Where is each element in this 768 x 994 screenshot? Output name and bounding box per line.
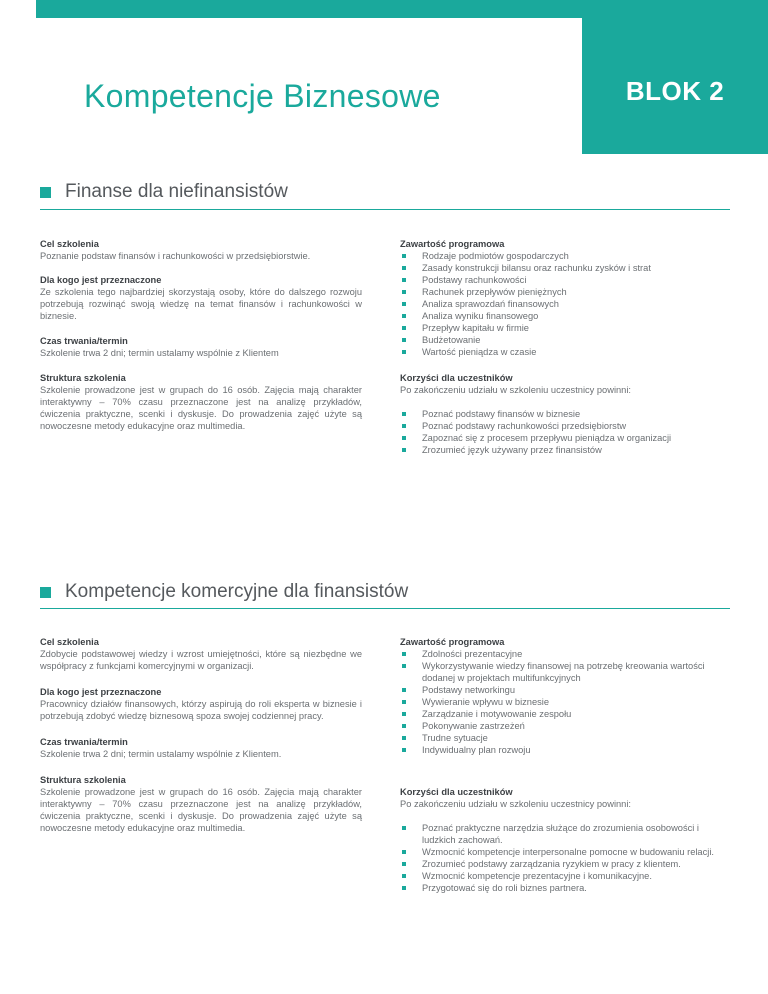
dla-kogo-heading: Dla kogo jest przeznaczone: [40, 687, 162, 697]
struktura-heading: Struktura szkolenia: [40, 373, 126, 383]
blok-badge: [582, 0, 768, 154]
list-item: Przygotować się do roli biznes partnera.: [400, 882, 730, 894]
list-item: Pokonywanie zastrzeżeń: [400, 720, 730, 732]
list-item: Zdolności prezentacyjne: [400, 648, 730, 660]
section-1-divider: [40, 209, 730, 210]
list-item: Przepływ kapitału w firmie: [400, 322, 730, 334]
section-square-icon: [40, 187, 51, 198]
section-2-title: Kompetencje komercyjne dla finansistów: [65, 581, 409, 602]
list-item: Analiza sprawozdań finansowych: [400, 298, 730, 310]
header-top-strip: [36, 0, 582, 18]
korzysci-intro: Po zakończeniu udziału w szkoleniu uczestnicy powinni:: [400, 799, 631, 809]
section-1-title: Finanse dla niefinansistów: [65, 181, 288, 202]
list-item: Poznać praktyczne narzędzia służące do zrozumienia osobowości i ludzkich zachowań.: [400, 822, 730, 846]
section-1-right-column: [400, 238, 730, 468]
list-item: Zapoznać się z procesem przepływu pieniądza w organizacji: [400, 432, 730, 444]
dla-kogo-heading: Dla kogo jest przeznaczone: [40, 275, 162, 285]
section-2-header: [40, 581, 408, 603]
struktura-text: Szkolenie prowadzone jest w grupach do 16 osób. Zajęcia mają charakter interaktywny – 70% czasu przeznaczone jest na analizę przykładów, ćwiczenia praktyczne, scenki i dyskusje. Do prowadzenia zajęć użyte są nowoczesne metody edukacyjne oraz multimedia.: [40, 385, 362, 431]
cel-text: Poznanie podstaw finansów i rachunkowości w przedsiębiorstwie.: [40, 251, 311, 261]
struktura-heading: Struktura szkolenia: [40, 775, 126, 785]
cel-heading: Cel szkolenia: [40, 637, 99, 647]
list-item: Rachunek przepływów pieniężnych: [400, 286, 730, 298]
struktura-text: Szkolenie prowadzone jest w grupach do 16 osób. Zajęcia mają charakter interaktywny – 70% czasu przeznaczone jest na analizę przykładów, ćwiczenia praktyczne, scenki i dyskusje. Do prowadzenia zajęć użyte są nowoczesne metody edukacyjne oraz multimedia.: [40, 787, 362, 833]
list-item: Budżetowanie: [400, 334, 730, 346]
zawartosc-list: [400, 250, 730, 358]
list-item: Wartość pieniądza w czasie: [400, 346, 730, 358]
list-item: Wzmocnić kompetencje prezentacyjne i komunikacyjne.: [400, 870, 730, 882]
list-item: Wykorzystywanie wiedzy finansowej na potrzebę kreowania wartości dodanej w projektach multifunkcyjnych: [400, 660, 730, 684]
korzysci-list: [400, 408, 730, 456]
list-item: Zrozumieć podstawy zarządzania ryzykiem w pracy z klientem.: [400, 858, 730, 870]
cel-text: Zdobycie podstawowej wiedzy i wzrost umiejętności, które są niezbędne we współpracy z funkcjami komercyjnymi w organizacji.: [40, 649, 362, 671]
korzysci-list: [400, 822, 730, 894]
list-item: Poznać podstawy rachunkowości przedsiębiorstw: [400, 420, 730, 432]
czas-text: Szkolenie trwa 2 dni; termin ustalamy wspólnie z Klientem: [40, 348, 279, 358]
list-item: Rodzaje podmiotów gospodarczych: [400, 250, 730, 262]
czas-heading: Czas trwania/termin: [40, 737, 128, 747]
zawartosc-heading: Zawartość programowa: [400, 239, 505, 249]
section-1-header: [40, 181, 288, 203]
list-item: Wywieranie wpływu w biznesie: [400, 696, 730, 708]
section-2-right-column: [400, 636, 730, 906]
list-item: Podstawy networkingu: [400, 684, 730, 696]
list-item: Podstawy rachunkowości: [400, 274, 730, 286]
list-item: Zasady konstrukcji bilansu oraz rachunku zysków i strat: [400, 262, 730, 274]
list-item: Zrozumieć język używany przez finansistów: [400, 444, 730, 456]
zawartosc-list: [400, 648, 730, 756]
czas-text: Szkolenie trwa 2 dni; termin ustalamy wspólnie z Klientem.: [40, 749, 282, 759]
section-2-left-column: [40, 636, 362, 846]
korzysci-heading: Korzyści dla uczestników: [400, 787, 513, 797]
czas-heading: Czas trwania/termin: [40, 336, 128, 346]
list-item: Zarządzanie i motywowanie zespołu: [400, 708, 730, 720]
cel-heading: Cel szkolenia: [40, 239, 99, 249]
zawartosc-heading: Zawartość programowa: [400, 637, 505, 647]
list-item: Wzmocnić kompetencje interpersonalne pomocne w budowaniu relacji.: [400, 846, 730, 858]
korzysci-intro: Po zakończeniu udziału w szkoleniu uczestnicy powinni:: [400, 385, 631, 395]
section-1-left-column: [40, 238, 362, 444]
list-item: Poznać podstawy finansów w biznesie: [400, 408, 730, 420]
section-square-icon: [40, 587, 51, 598]
list-item: Indywidualny plan rozwoju: [400, 744, 730, 756]
blok-label: BLOK 2: [625, 76, 725, 106]
dla-kogo-text: Pracownicy działów finansowych, którzy aspirują do roli eksperta w biznesie i potrzebują zdobyć wiedzę biznesową spoza swojej codziennej pracy.: [40, 699, 362, 721]
list-item: Analiza wyniku finansowego: [400, 310, 730, 322]
page-title: Kompetencje Biznesowe: [84, 78, 441, 114]
section-2-divider: [40, 608, 730, 609]
korzysci-heading: Korzyści dla uczestników: [400, 373, 513, 383]
dla-kogo-text: Ze szkolenia tego najbardziej skorzystają osoby, które do dalszego rozwoju potrzebują rozwinąć swoją wiedzę na temat finansów i rachunkowości w biznesie.: [40, 287, 362, 321]
list-item: Trudne sytuacje: [400, 732, 730, 744]
